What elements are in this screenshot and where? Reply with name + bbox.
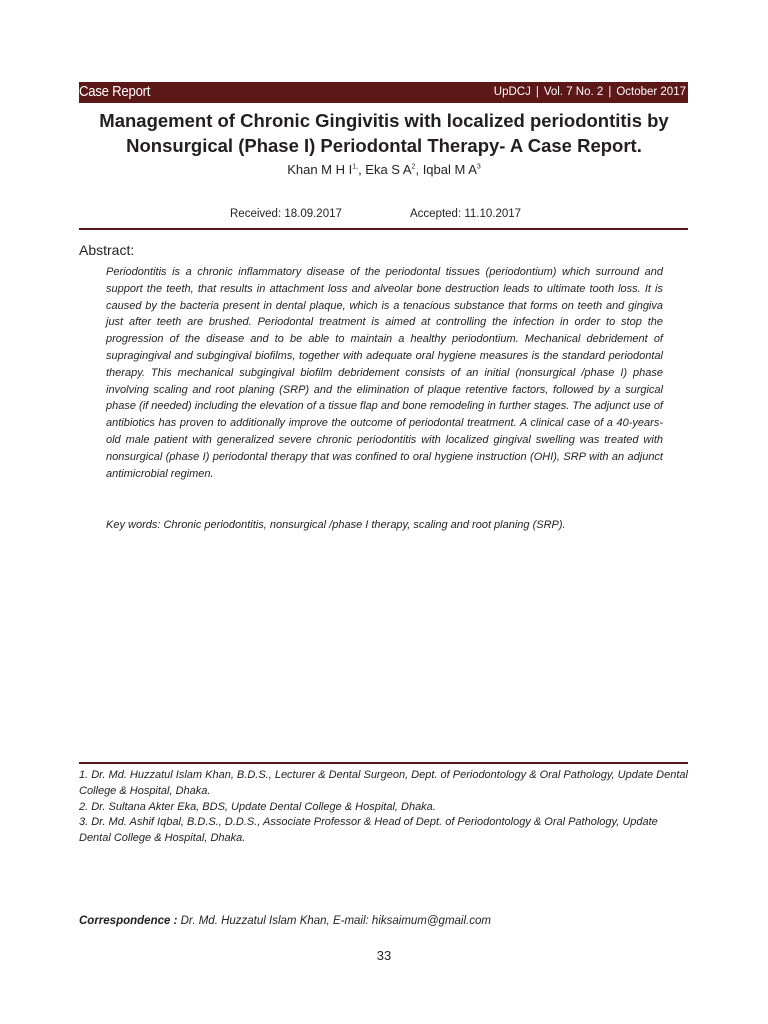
accepted-date: Accepted: 11.10.2017 [410, 208, 522, 220]
author-name: Khan M H I [287, 162, 353, 177]
abstract-heading: Abstract: [79, 242, 135, 258]
header-bar [79, 82, 688, 103]
correspondence-text: Dr. Md. Huzzatul Islam Khan, E-mail: hiksaimum@gmail.com [180, 915, 491, 927]
received-date: Received: 18.09.2017 [230, 208, 342, 220]
author-list: Khan M H $I^{1,}$, Eka S $A^2$, Iqbal M $A^3$ [287, 162, 481, 177]
author-affiliation-mark: 3 [476, 163, 481, 171]
affiliation-item: 2. Dr. Sultana Akter Eka, BDS, Update Dental College & Hospital, Dhaka. [79, 800, 436, 813]
author-affiliation-mark: 1, [352, 163, 359, 171]
journal-info [494, 86, 686, 98]
affiliation-item: 1. Dr. Md. Huzzatul Islam Khan, B.D.S., Lecturer & Dental Surgeon, Dept. of Periodontology & Oral Pathology, Update Dental College & Hospital, Dhaka. [79, 769, 688, 797]
correspondence-label: Correspondence : [79, 915, 178, 927]
separator: | [608, 86, 612, 98]
author-name: Iqbal M A [422, 162, 477, 177]
article-title: Management of Chronic Gingivitis with localized periodontitis by Nonsurgical (Phase I) Periodontal Therapy- A Case Report. [99, 110, 669, 156]
section-label: Case Report [79, 83, 151, 100]
correspondence [79, 915, 491, 927]
journal-date: October 2017 [616, 86, 686, 98]
separator: | [535, 86, 539, 98]
footnote-divider [79, 762, 688, 764]
author-name: Eka S A [365, 162, 412, 177]
header-divider [79, 228, 688, 230]
abstract-body: Periodontitis is a chronic inflammatory disease of the periodontal tissues (periodontium) which surround and support the teeth, that results in attachment loss and alveolar bone destruction leads to ultimate tooth loss. It is caused by the bacteria present in dental plaque, which is a tenacious substance that forms on teeth and gingiva just after teeth are brushed. Periodontal treatment is aimed at controlling the infection in order to stop the progression of the disease and to be able to maintain a healthy periodontium. Mechanical debridement of supragingival and subgingival biofilms, together with adequate oral hygiene measures is the standard periodontal therapy. This mechanical subgingival biofilm debridement consists of an initial (nonsurgical /phase I) phase involving scaling and root planing (SRP) and the elimination of plaque retentive factors, followed by a surgical phase (if needed) including the elevation of a tissue flap and bone remodeling in further stages. The adjunct use of antibiotics has proven to additionally improve the outcome of periodontal treatment. A clinical case of a 40-years-old male patient with generalized severe chronic periodontitis with localized gingival swelling was treated with nonsurgical (phase I) periodontal therapy that was confined to oral hygiene instruction (OHI), SRP with an adjunct antimicrobial regimen. [106, 266, 663, 480]
page-number: 33 [376, 948, 392, 963]
journal-volume: Vol. 7 No. 2 [543, 86, 604, 98]
affiliation-list [79, 768, 688, 847]
keywords: Key words: Chronic periodontitis, nonsurgical /phase I therapy, scaling and root planing (SRP). [106, 519, 566, 531]
affiliation-item: 3. Dr. Md. Ashif Iqbal, B.D.S., D.D.S., Associate Professor & Head of Dept. of Periodontology & Oral Pathology, Update Dental College & Hospital, Dhaka. [79, 816, 658, 845]
journal-name: UpDCJ [493, 86, 531, 98]
author-affiliation-mark: 2 [411, 163, 416, 171]
